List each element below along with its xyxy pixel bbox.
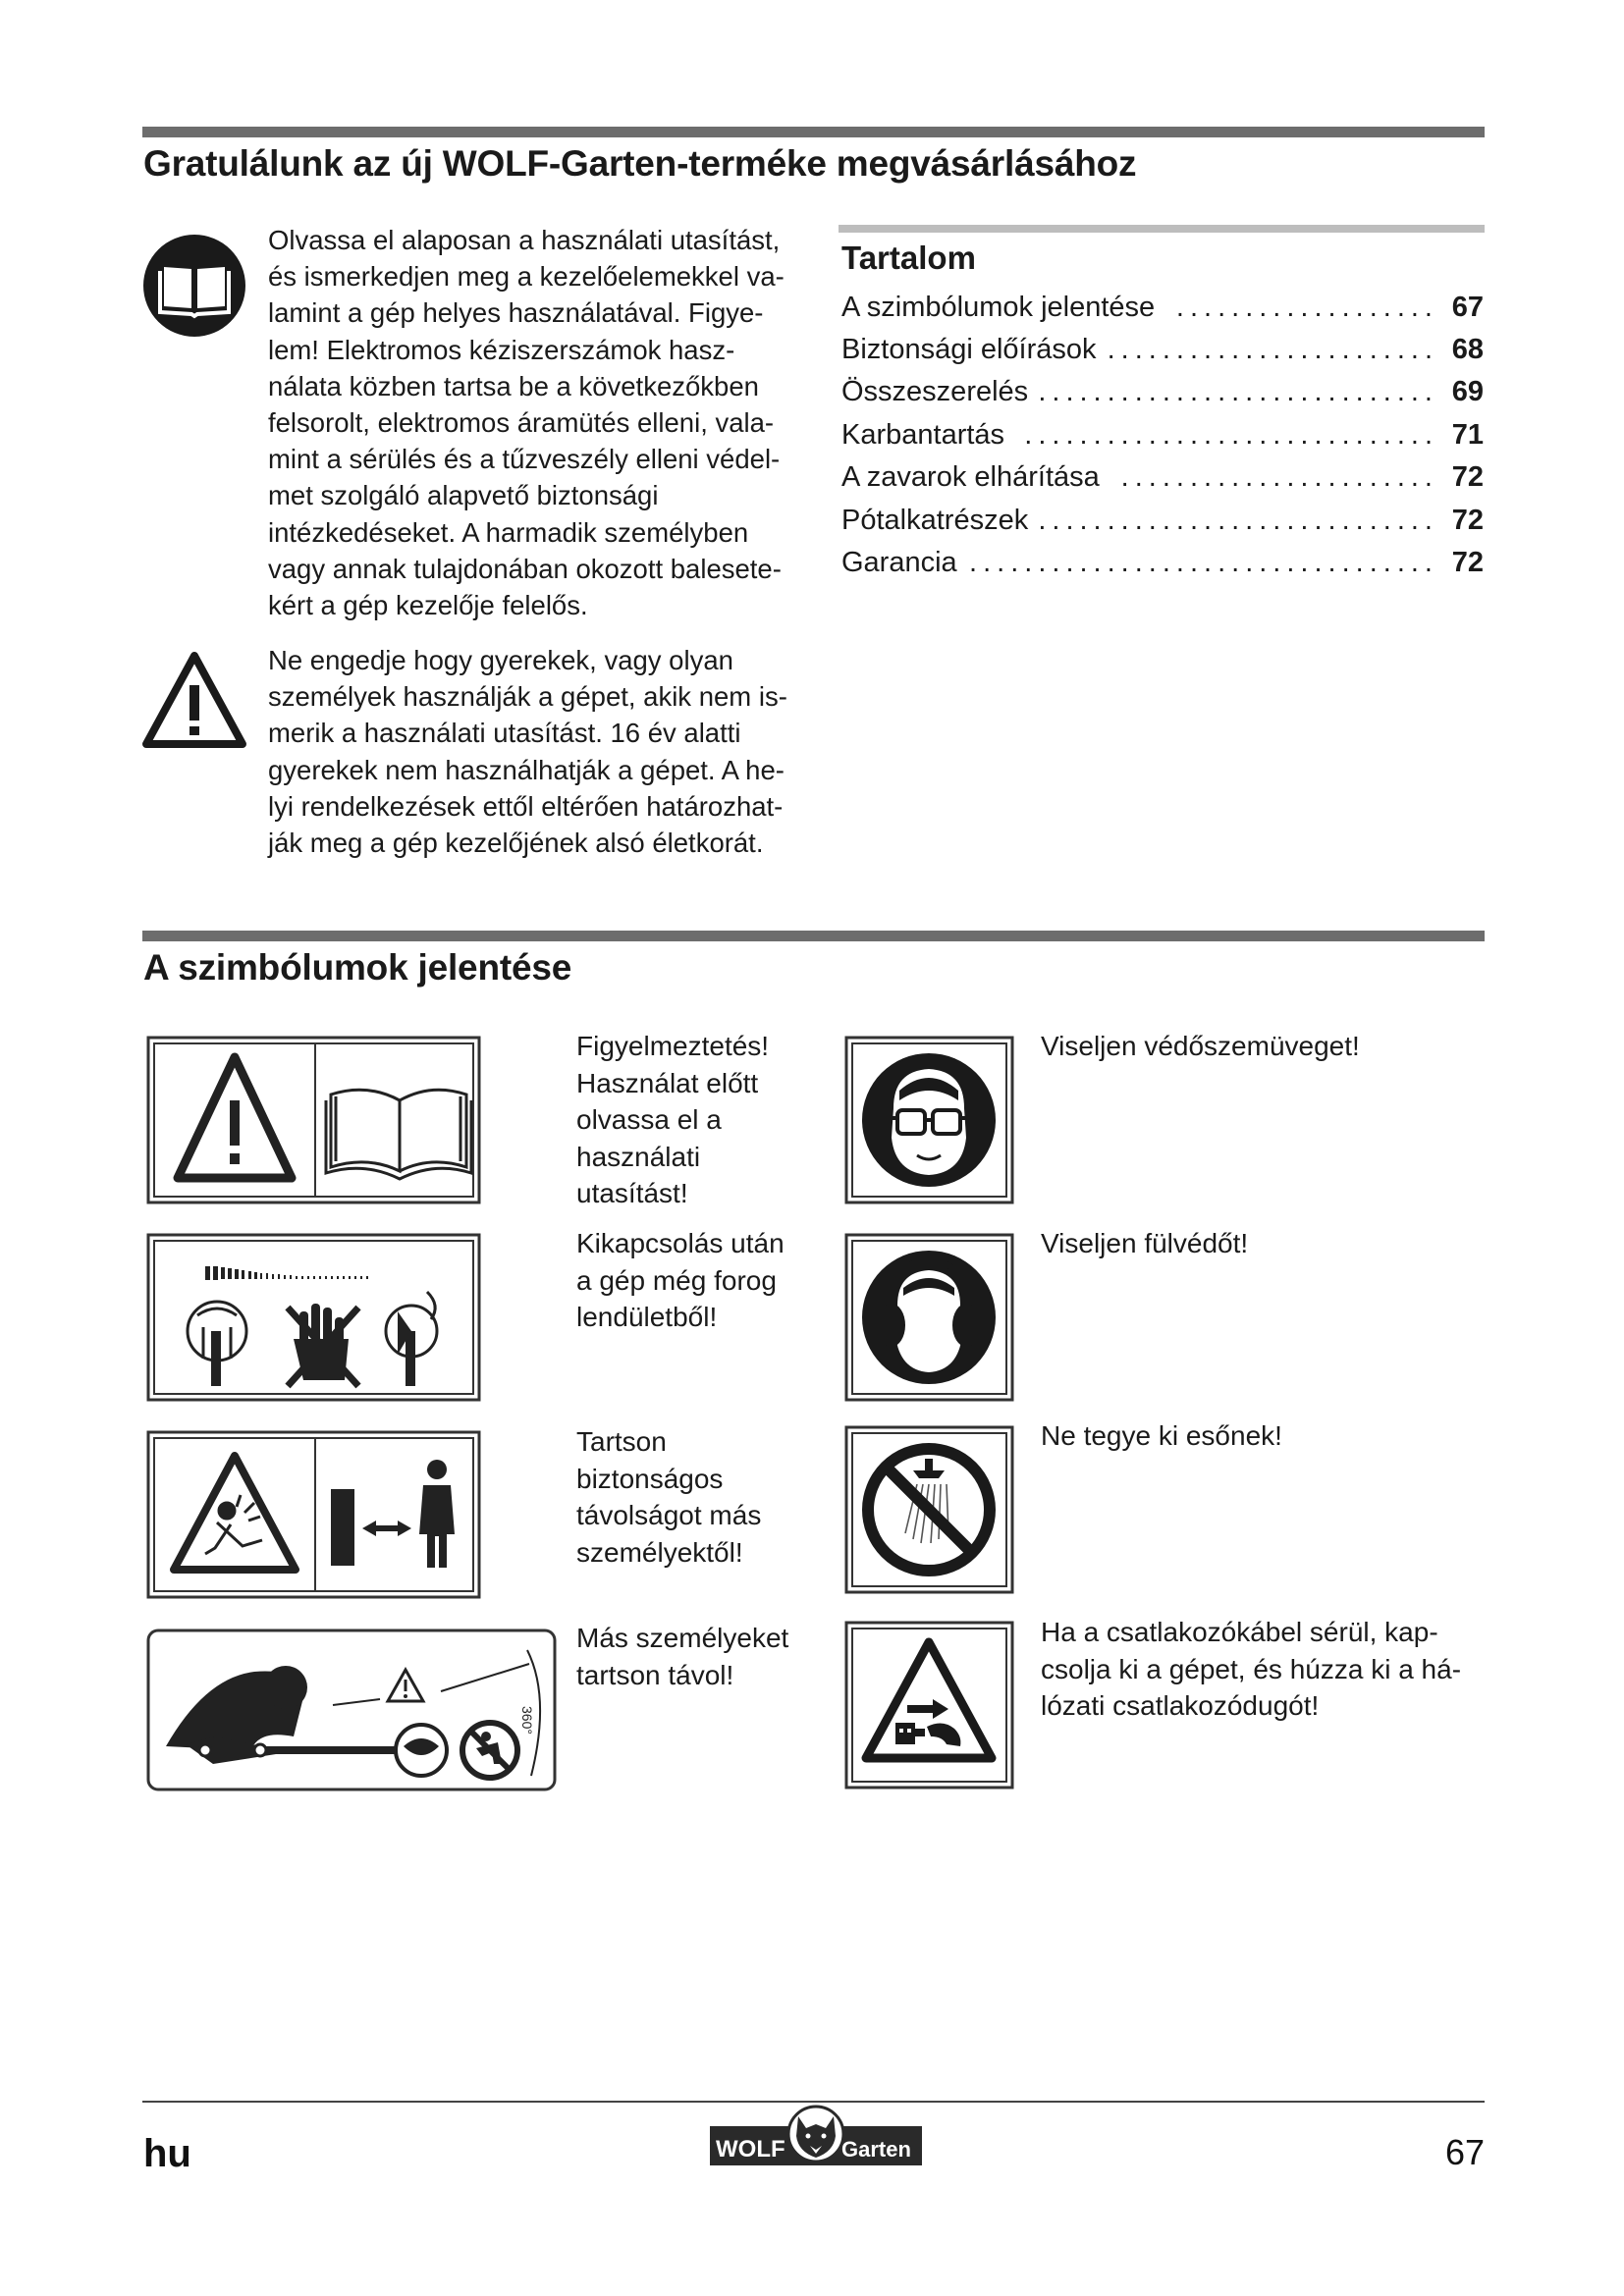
unplug-cable-icon (844, 1621, 1014, 1789)
symbol-description-line: Kikapcsolás után (576, 1228, 785, 1258)
toc-item[interactable] (841, 547, 1484, 586)
symbol-description-line: távolságot más (576, 1500, 762, 1530)
toc-item-label: Garancia (841, 547, 957, 578)
toc-item-page: 67 (1451, 292, 1484, 323)
toc-item-label: A zavarok elhárítása (841, 461, 1100, 493)
toc-title: Tartalom (841, 240, 976, 276)
paragraph-line: kért a gép kezelője felelős. (268, 590, 588, 621)
toc-item[interactable] (841, 461, 1484, 501)
symbol-description-line: utasítást! (576, 1178, 688, 1208)
paragraph-line: személyek használják a gépet, akik nem is- (268, 681, 787, 713)
paragraph-line: Olvassa el alaposan a használati utasítást, (268, 225, 781, 255)
toc-leader-dots: .............................. (1024, 419, 1438, 451)
toc-item-page: 72 (1451, 461, 1484, 493)
read-manual-paragraph (268, 222, 785, 623)
symbol-description-line: Más személyeket (576, 1623, 789, 1653)
toc-leader-dots: ............................. (1038, 505, 1438, 536)
symbol-description-line: Ha a csatlakozókábel sérül, kap- (1041, 1617, 1438, 1647)
no-rain-icon (844, 1425, 1014, 1594)
symbol-description-line: Ne tegye ki esőnek! (1041, 1420, 1282, 1451)
safety-goggles-icon (844, 1036, 1014, 1204)
no-rain-text (1041, 1417, 1282, 1455)
toc-item-page: 72 (1451, 505, 1484, 536)
toc-item[interactable] (841, 505, 1484, 544)
toc-leader-dots: ....................... (1120, 461, 1438, 493)
symbol-description-line: csolja ki a gépet, és húzza ki a há- (1041, 1653, 1462, 1684)
unplug-cable-text (1041, 1614, 1461, 1725)
toc-leader-dots: .................................. (969, 547, 1438, 578)
paragraph-line: Ne engedje hogy gyerekek, vagy olyan (268, 645, 733, 675)
keep-distance-text (576, 1423, 761, 1571)
symbol-description-line: Figyelmeztetés! (576, 1031, 770, 1061)
rotating-after-switch-off-icon (146, 1233, 481, 1402)
warning-read-manual-text (576, 1028, 769, 1212)
symbol-description-line: lendületből! (576, 1302, 718, 1332)
ear-protection-icon (844, 1233, 1014, 1402)
toc-item-label: Karbantartás (841, 419, 1005, 451)
toc-item-label: Összeszerelés (841, 376, 1029, 407)
toc-item-label: Biztonsági előírások (841, 334, 1097, 365)
paragraph-line: intézkedéseket. A harmadik személyben (268, 516, 749, 548)
toc-leader-dots: ........................ (1107, 334, 1438, 365)
ear-protection-text (1041, 1225, 1248, 1262)
wolf-garten-logo (708, 2103, 924, 2173)
toc-item-page: 69 (1451, 376, 1484, 407)
paragraph-line: met szolgáló alapvető biztonsági (268, 480, 659, 511)
svg-text:Garten: Garten (841, 2137, 911, 2162)
paragraph-line: vagy annak tulajdonában okozott balesete- (268, 553, 782, 584)
toc-item[interactable] (841, 376, 1484, 415)
paragraph-line: ják meg a gép kezelőjének alsó életkorát. (268, 828, 764, 859)
paragraph-line: lamint a gép helyes használatával. Figye- (268, 297, 764, 329)
symbol-description-line: használati (576, 1141, 701, 1172)
warning-triangle-icon (140, 648, 248, 756)
safety-goggles-text (1041, 1028, 1360, 1065)
toc-rule (839, 225, 1485, 233)
children-warning-paragraph (268, 642, 787, 861)
keep-distance-icon (146, 1430, 481, 1599)
paragraph-line: gyerekek nem használhatják a gépet. A he- (268, 754, 785, 785)
toc-item[interactable] (841, 419, 1484, 458)
toc-item-label: Pótalkatrészek (841, 505, 1029, 536)
symbol-description-line: Tartson (576, 1426, 667, 1457)
paragraph-line: és ismerkedjen meg a kezelőelemekkel va- (268, 261, 785, 293)
paragraph-line: merik a használati utasítást. 16 év alatti (268, 718, 741, 749)
symbols-section-title: A szimbólumok jelentése (143, 947, 572, 988)
warning-read-manual-icon (146, 1036, 481, 1204)
toc-item-label: A szimbólumok jelentése (841, 292, 1156, 323)
toc-item-page: 71 (1451, 419, 1484, 451)
symbol-description-line: tartson távol! (576, 1659, 734, 1690)
paragraph-line: lyi rendelkezések ettől eltérően határozhat- (268, 790, 784, 822)
paragraph-line: felsorolt, elektromos áramütés elleni, vala- (268, 407, 775, 439)
symbols-section-rule (142, 931, 1485, 941)
toc-leader-dots: ............................. (1038, 376, 1438, 407)
language-code: hu (143, 2132, 191, 2175)
toc-item-page: 68 (1451, 334, 1484, 365)
paragraph-line: nálata közben tartsa be a következőkben (268, 370, 759, 401)
toc-item-page: 72 (1451, 547, 1484, 578)
read-manual-icon (142, 234, 246, 338)
keep-people-away-text (576, 1620, 788, 1693)
header-rule (142, 127, 1485, 137)
angle-label: 360° (519, 1706, 535, 1735)
page-title: Gratulálunk az új WOLF-Garten-terméke megvásárlásához (143, 143, 1137, 184)
symbol-description-line: a gép még forog (576, 1264, 777, 1296)
symbol-description-line: Használat előtt (576, 1067, 759, 1098)
page-number: 67 (1444, 2132, 1485, 2172)
toc-item[interactable] (841, 292, 1484, 331)
symbol-description-line: biztonságos (576, 1463, 724, 1494)
toc-item[interactable] (841, 334, 1484, 373)
symbol-description-line: olvassa el a (576, 1104, 722, 1135)
svg-text:WOLF: WOLF (716, 2136, 785, 2163)
symbol-description-line: Viseljen fülvédőt! (1041, 1228, 1249, 1258)
symbol-description-line: lózati csatlakozódugót! (1041, 1690, 1320, 1721)
symbol-description-line: személyektől! (576, 1536, 743, 1568)
rotating-after-switch-off-text (576, 1225, 785, 1336)
symbol-description-line: Viseljen védőszemüveget! (1041, 1031, 1360, 1061)
paragraph-line: mint a sérülés és a tűzveszély elleni védel- (268, 444, 781, 475)
paragraph-line: lem! Elektromos kéziszerszámok hasz- (268, 334, 735, 365)
keep-people-away-icon (146, 1629, 557, 1791)
toc-leader-dots: ................... (1175, 292, 1438, 323)
